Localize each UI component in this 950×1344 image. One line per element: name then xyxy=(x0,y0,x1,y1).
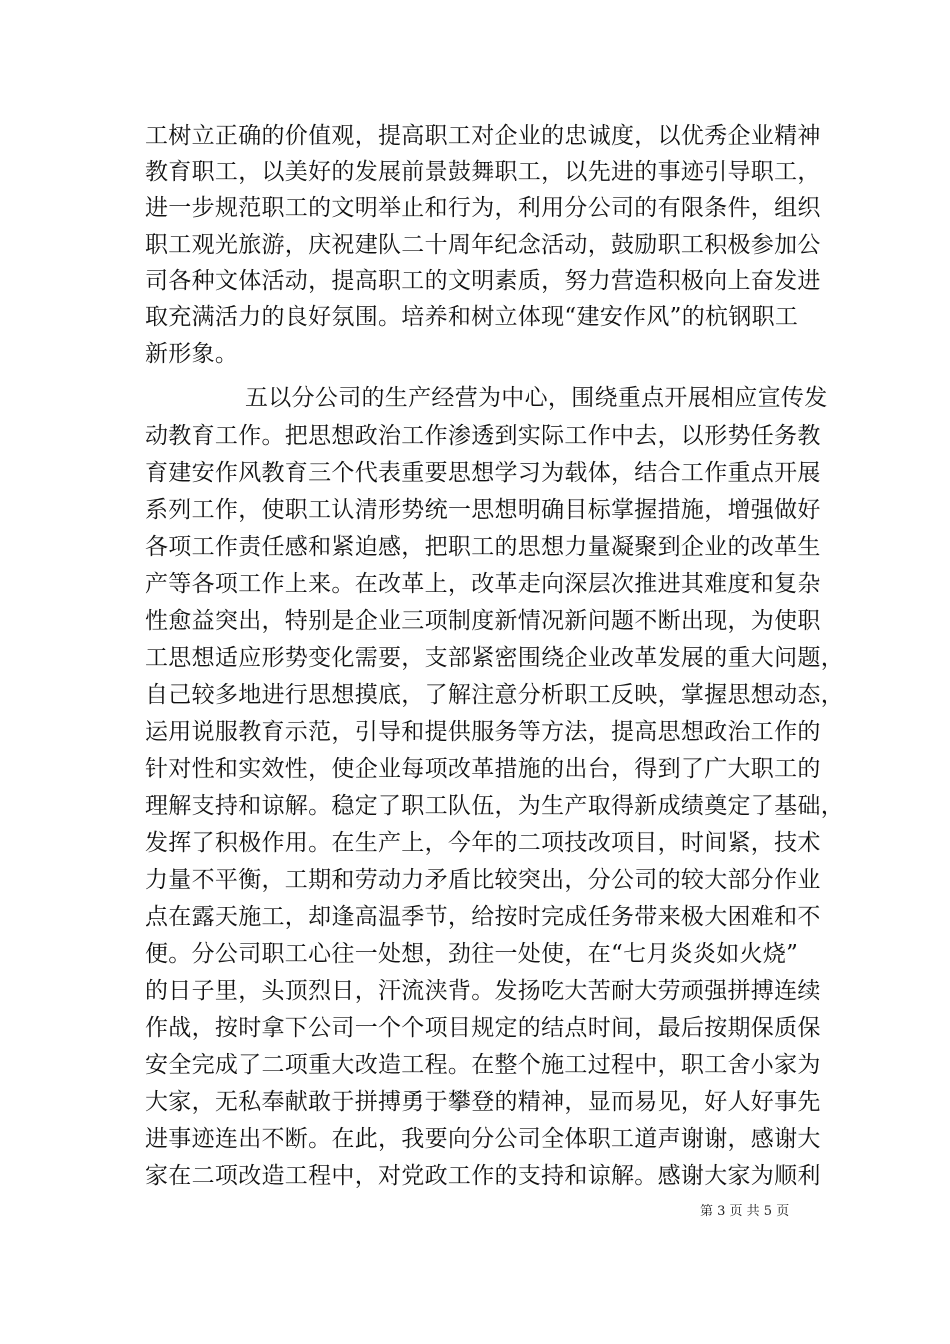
text-line: 产等各项工作上来。在改革上，改革走向深层次推进其难度和复杂 xyxy=(145,571,821,597)
text-line: 性愈益突出，特别是企业三项制度新情况新问题不断出现，为使职 xyxy=(145,608,821,634)
text-line: 动教育工作。把思想政治工作渗透到实际工作中去，以形势任务教 xyxy=(145,423,821,449)
text-line: 作战，按时拿下公司一个个项目规定的结点时间，最后按期保质保 xyxy=(145,1015,821,1041)
text-line: 工思想适应形势变化需要，支部紧密围绕企业改革发展的重大问题， xyxy=(145,645,844,671)
paragraph-first-line: 五以分公司的生产经营为中心，围绕重点开展相应宣传发 xyxy=(245,385,828,411)
text-line: 点在露天施工，却逢高温季节，给按时完成任务带来极大困难和不 xyxy=(145,904,821,930)
text-line: 自己较多地进行思想摸底，了解注意分析职工反映，掌握思想动态， xyxy=(145,682,844,708)
text-line: 系列工作，使职工认清形势统一思想明确目标掌握措施，增强做好 xyxy=(145,497,821,523)
text-line: 便。分公司职工心往一处想，劲往一处使，在“七月炎炎如火烧” xyxy=(145,941,799,967)
text-line: 家在二项改造工程中，对党政工作的支持和谅解。感谢大家为顺利 xyxy=(145,1163,821,1189)
text-line: 理解支持和谅解。稳定了职工队伍，为生产取得新成绩奠定了基础， xyxy=(145,793,844,819)
text-line: 取充满活力的良好氛围。培养和树立体现“建安作风”的杭钢职工 xyxy=(145,304,799,330)
text-line: 的日子里，头顶烈日，汗流浃背。发扬吃大苦耐大劳顽强拼搏连续 xyxy=(145,978,821,1004)
text-line: 进一步规范职工的文明举止和行为，利用分公司的有限条件，组织 xyxy=(145,195,821,221)
text-line: 育建安作风教育三个代表重要思想学习为载体，结合工作重点开展 xyxy=(145,460,821,486)
text-line: 运用说服教育示范，引导和提供服务等方法，提高思想政治工作的 xyxy=(145,719,821,745)
text-line: 大家，无私奉献敢于拼搏勇于攀登的精神，显而易见，好人好事先 xyxy=(145,1089,821,1115)
text-line: 力量不平衡，工期和劳动力矛盾比较突出，分公司的较大部分作业 xyxy=(145,867,821,893)
text-line: 发挥了积极作用。在生产上，今年的二项技改项目，时间紧，技术 xyxy=(145,830,821,856)
text-line: 职工观光旅游，庆祝建队二十周年纪念活动，鼓励职工积极参加公 xyxy=(145,232,821,258)
text-line: 进事迹连出不断。在此，我要向分公司全体职工道声谢谢，感谢大 xyxy=(145,1126,821,1152)
text-line: 工树立正确的价值观，提高职工对企业的忠诚度，以优秀企业精神 xyxy=(145,123,821,149)
text-line: 安全完成了二项重大改造工程。在整个施工过程中，职工舍小家为 xyxy=(145,1052,821,1078)
text-line: 司各种文体活动，提高职工的文明素质，努力营造积极向上奋发进 xyxy=(145,268,821,294)
page-number: 第 3 页 共 5 页 xyxy=(700,1204,790,1219)
text-line: 教育职工，以美好的发展前景鼓舞职工，以先进的事迹引导职工， xyxy=(145,159,821,185)
text-line: 各项工作责任感和紧迫感，把职工的思想力量凝聚到企业的改革生 xyxy=(145,534,821,560)
text-line: 针对性和实效性，使企业每项改革措施的出台，得到了广大职工的 xyxy=(145,756,821,782)
text-line: 新形象。 xyxy=(145,341,239,367)
